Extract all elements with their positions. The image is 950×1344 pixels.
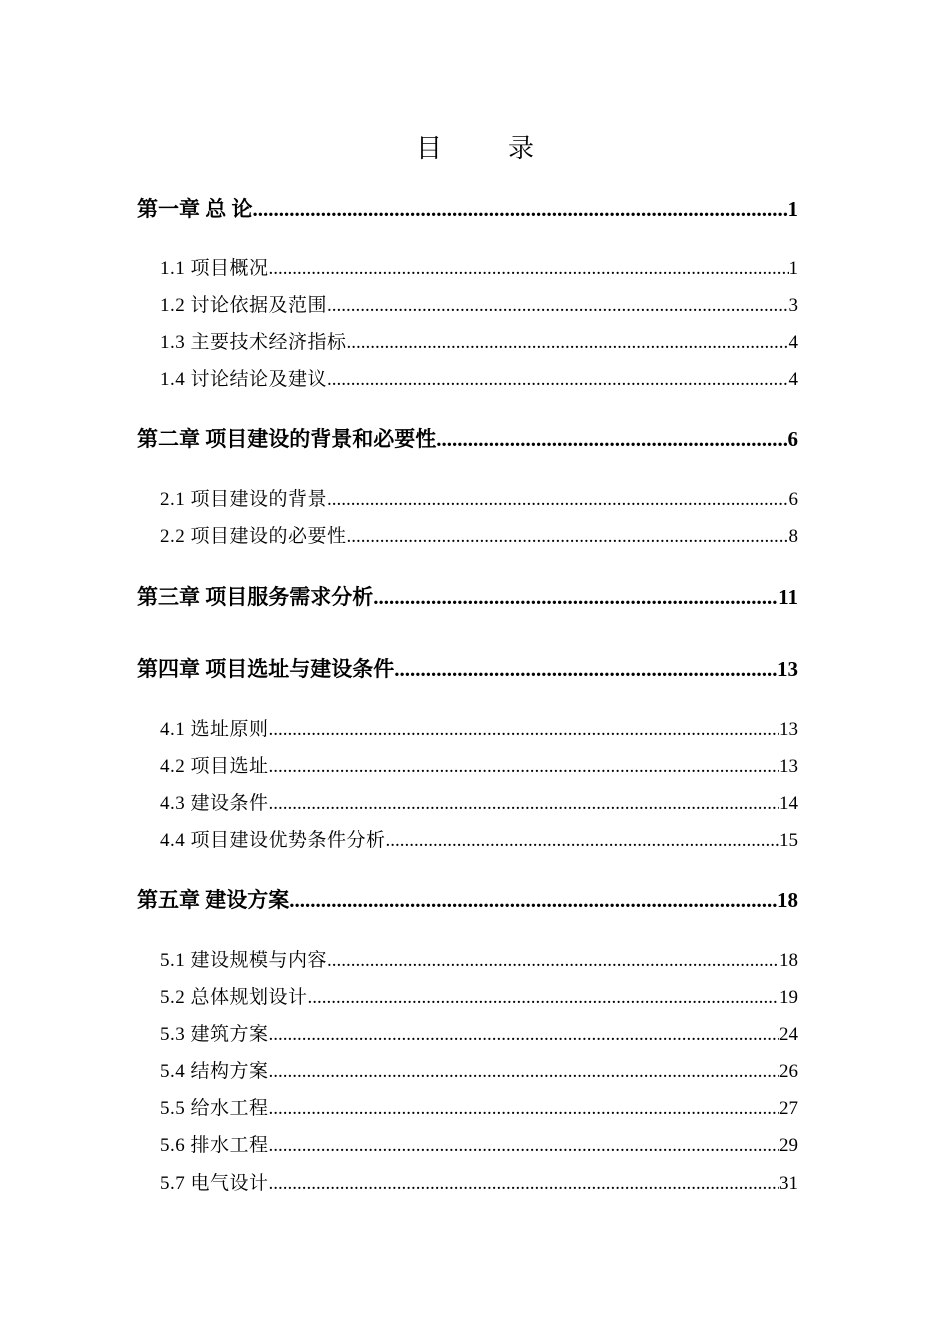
- toc-page-number: 13: [779, 719, 798, 740]
- toc-entry-label: 5.3 建筑方案: [160, 1024, 269, 1045]
- toc-section-entry[interactable]: [160, 947, 798, 975]
- toc-entry-label: 第一章 总 论: [137, 197, 253, 221]
- toc-page-number: 29: [779, 1135, 798, 1156]
- toc-dot-leader: [327, 292, 788, 320]
- toc-dot-leader: [308, 984, 779, 1012]
- toc-page-number: 31: [779, 1173, 798, 1194]
- toc-chapter-entry[interactable]: [137, 582, 798, 612]
- toc-entry-label: 第四章 项目选址与建设条件: [137, 657, 395, 681]
- toc-dot-leader: [269, 790, 779, 818]
- toc-entry-label: 1.3 主要技术经济指标: [160, 332, 347, 353]
- toc-section-entry[interactable]: [160, 1132, 798, 1160]
- toc-entry-label: 5.4 结构方案: [160, 1061, 269, 1082]
- toc-page-number: 6: [788, 489, 798, 510]
- toc-entry-label: 2.1 项目建设的背景: [160, 489, 328, 510]
- toc-section-entry[interactable]: [160, 366, 798, 394]
- toc-dot-leader: [269, 1095, 779, 1123]
- toc-dot-leader: [253, 194, 788, 224]
- toc-chapter-entry[interactable]: [137, 885, 798, 915]
- toc-dot-leader: [269, 753, 779, 781]
- toc-dot-leader: [327, 947, 779, 975]
- toc-entry-label: 第二章 项目建设的背景和必要性: [137, 427, 437, 451]
- toc-dot-leader: [269, 1058, 779, 1086]
- toc-section-entry[interactable]: [160, 716, 798, 744]
- toc-page-number: 14: [779, 793, 798, 814]
- toc-page-number: 1: [788, 258, 798, 279]
- toc-chapter-entry[interactable]: [137, 424, 798, 454]
- toc-dot-leader: [269, 1170, 779, 1198]
- toc-entry-label: 第三章 项目服务需求分析: [137, 585, 374, 609]
- toc-page-number: 11: [778, 585, 798, 609]
- toc-section-entry[interactable]: [160, 1095, 798, 1123]
- toc-entry-label: 1.4 讨论结论及建议: [160, 369, 328, 390]
- toc-page-number: 18: [777, 888, 798, 912]
- toc-entry-label: 2.2 项目建设的必要性: [160, 526, 347, 547]
- toc-page-number: 13: [777, 657, 798, 681]
- toc-dot-leader: [347, 523, 789, 551]
- toc-dot-leader: [436, 424, 787, 454]
- toc-entry-label: 5.6 排水工程: [160, 1135, 269, 1156]
- toc-dot-leader: [269, 1132, 779, 1160]
- toc-page-number: 6: [787, 427, 798, 451]
- toc-page-number: 8: [788, 526, 798, 547]
- toc-entry-label: 4.3 建设条件: [160, 793, 269, 814]
- toc-dot-leader: [373, 582, 778, 612]
- toc-page-number: 18: [779, 950, 798, 971]
- toc-dot-leader: [269, 1021, 779, 1049]
- toc-section-entry[interactable]: [160, 790, 798, 818]
- toc-section-entry[interactable]: [160, 1170, 798, 1198]
- toc-section-entry[interactable]: [160, 753, 798, 781]
- toc-section-entry[interactable]: [160, 292, 798, 320]
- toc-entry-label: 4.2 项目选址: [160, 756, 269, 777]
- toc-entry-label: 4.4 项目建设优势条件分析: [160, 830, 386, 851]
- toc-page-number: 27: [779, 1098, 798, 1119]
- toc-dot-leader: [289, 885, 777, 915]
- toc-dot-leader: [269, 716, 779, 744]
- toc-entry-label: 5.2 总体规划设计: [160, 987, 308, 1008]
- toc-dot-leader: [327, 486, 788, 514]
- toc-entry-label: 5.5 给水工程: [160, 1098, 269, 1119]
- toc-entry-label: 第五章 建设方案: [137, 888, 290, 912]
- toc-page-number: 13: [779, 756, 798, 777]
- toc-page-number: 26: [779, 1061, 798, 1082]
- toc-page-number: 3: [788, 295, 798, 316]
- toc-entry-label: 5.7 电气设计: [160, 1173, 269, 1194]
- toc-page-number: 19: [779, 987, 798, 1008]
- page-title: 目 录: [415, 134, 554, 163]
- toc-entry-label: 4.1 选址原则: [160, 719, 269, 740]
- toc-page-number: 15: [779, 830, 798, 851]
- toc-dot-leader: [347, 329, 789, 357]
- toc-page-number: 1: [787, 197, 798, 221]
- toc-section-entry[interactable]: [160, 255, 798, 283]
- toc-section-entry[interactable]: [160, 1021, 798, 1049]
- toc-page-number: 4: [788, 332, 798, 353]
- toc-section-entry[interactable]: [160, 1058, 798, 1086]
- toc-dot-leader: [386, 827, 779, 855]
- toc-chapter-entry[interactable]: [137, 654, 798, 684]
- toc-entry-label: 1.1 项目概况: [160, 258, 269, 279]
- toc-dot-leader: [327, 366, 788, 394]
- toc-section-entry[interactable]: [160, 827, 798, 855]
- toc-section-entry[interactable]: [160, 486, 798, 514]
- toc-page-number: 4: [788, 369, 798, 390]
- toc-section-entry[interactable]: [160, 984, 798, 1012]
- toc-entry-label: 5.1 建设规模与内容: [160, 950, 328, 971]
- toc-chapter-entry[interactable]: [137, 194, 798, 224]
- toc-section-entry[interactable]: [160, 523, 798, 551]
- toc-page-number: 24: [779, 1024, 798, 1045]
- toc-dot-leader: [269, 255, 789, 283]
- toc-section-entry[interactable]: [160, 329, 798, 357]
- toc-dot-leader: [394, 654, 777, 684]
- toc-entry-label: 1.2 讨论依据及范围: [160, 295, 328, 316]
